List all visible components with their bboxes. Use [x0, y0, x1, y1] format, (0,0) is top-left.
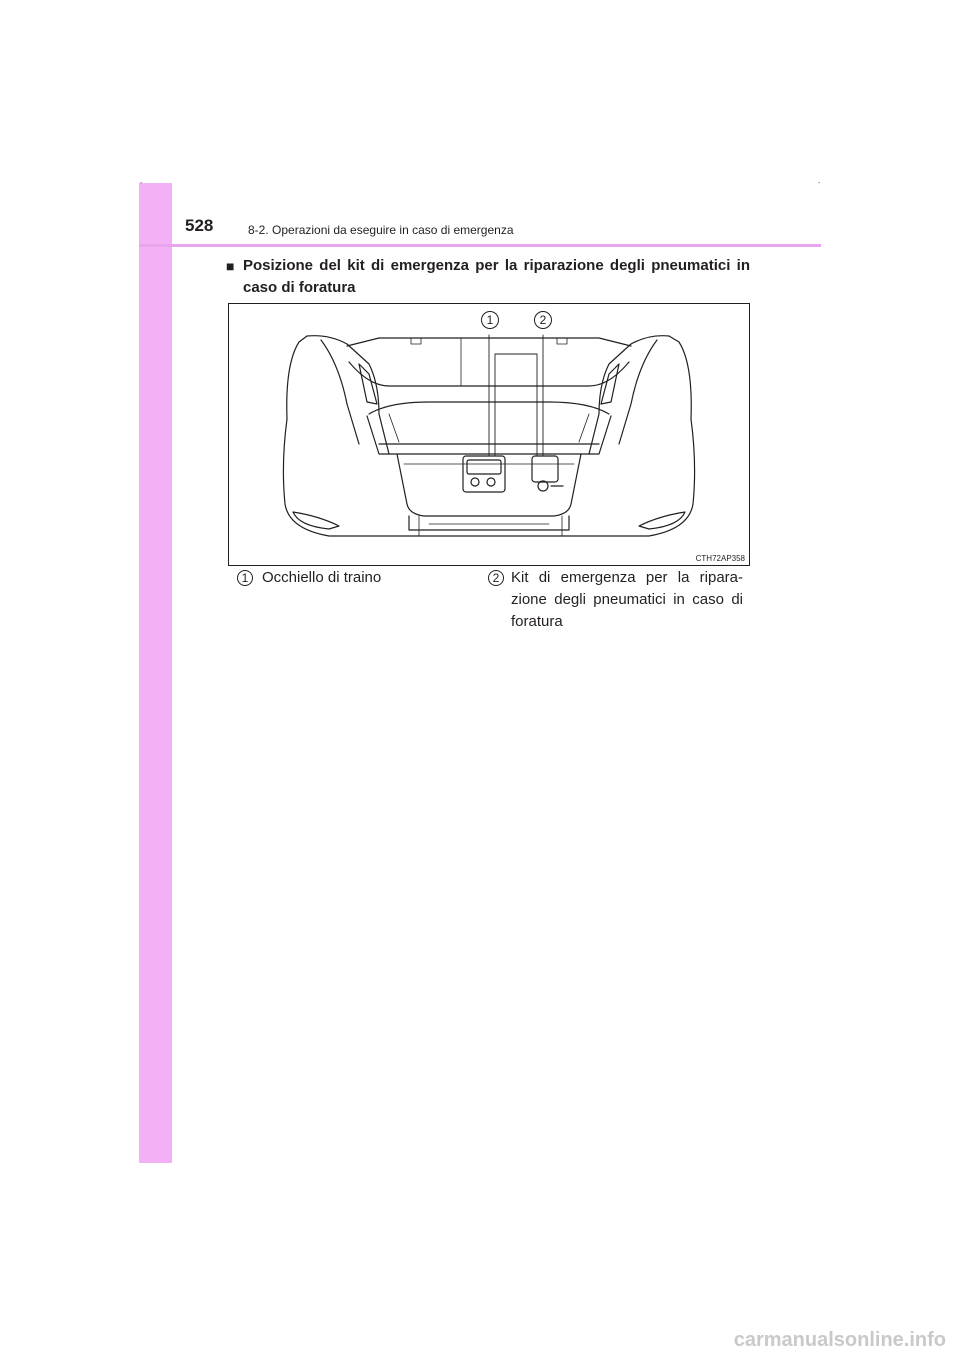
legend-number-2: 2	[488, 570, 504, 586]
square-bullet-icon: ■	[226, 258, 235, 274]
section-title: 8-2. Operazioni da eseguire in caso di emergenza	[248, 223, 514, 237]
legend-number-1: 1	[237, 570, 253, 586]
figure-code: CTH72AP358	[695, 554, 745, 563]
legend-text-1: Occhiello di traino	[262, 569, 382, 586]
callout-1: 1	[481, 311, 499, 329]
page-side-band	[139, 183, 172, 1163]
trunk-illustration	[228, 303, 750, 566]
watermark: carmanualsonline.info	[733, 1329, 946, 1351]
section-heading	[226, 255, 750, 299]
heading-text: Posizione del kit di emergenza per la riparazione degli pneumatici in caso di foratura	[243, 257, 750, 296]
crop-mark: -	[818, 180, 821, 187]
page-number: 528	[185, 216, 214, 235]
crop-mark: -	[140, 180, 143, 187]
legend-text-2: Kit di emergenza per la ripara-zione degli pneumatici in caso di foratura	[511, 569, 743, 630]
header-rule	[139, 244, 821, 247]
callout-2: 2	[534, 311, 552, 329]
car-trunk-drawing	[229, 304, 749, 565]
